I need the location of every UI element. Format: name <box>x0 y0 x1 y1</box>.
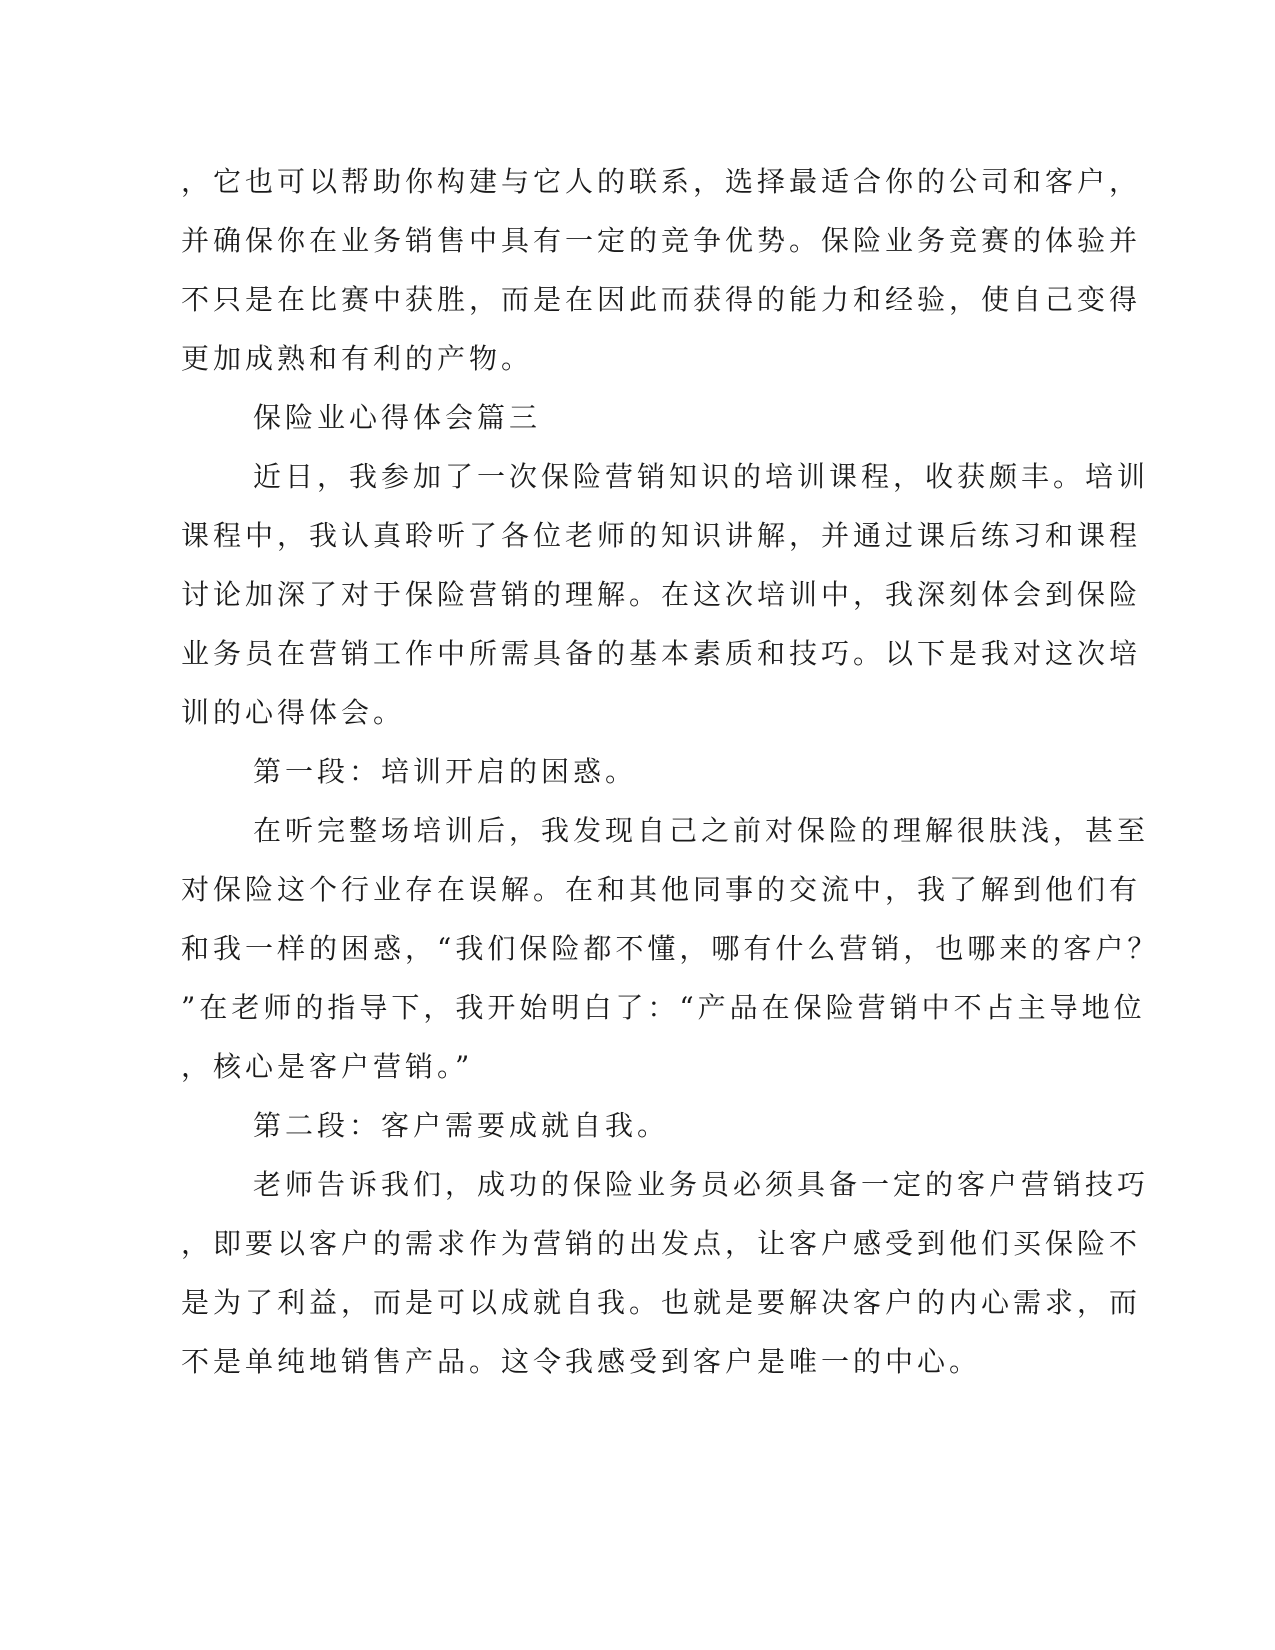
text-line: 是为了利益，而是可以成就自我。也就是要解决客户的内心需求，而 <box>181 1286 1142 1319</box>
text-line: 对保险这个行业存在误解。在和其他同事的交流中，我了解到他们有 <box>181 873 1142 906</box>
text-line: ，核心是客户营销。” <box>181 1050 474 1083</box>
text-line: 更加成熟和有利的产物。 <box>181 342 534 375</box>
paragraph-heading: 第一段：培训开启的困惑。 <box>253 755 638 788</box>
text-line: 老师告诉我们，成功的保险业务员必须具备一定的客户营销技巧 <box>253 1168 1150 1201</box>
text-line: ”在老师的指导下，我开始明白了：“产品在保险营销中不占主导地位 <box>181 991 1146 1024</box>
text-line: 不是单纯地销售产品。这令我感受到客户是唯一的中心。 <box>181 1345 982 1378</box>
text-line: 在听完整场培训后，我发现自己之前对保险的理解很肤浅，甚至 <box>253 814 1150 847</box>
text-line: ，即要以客户的需求作为营销的出发点，让客户感受到他们买保险不 <box>181 1227 1142 1260</box>
text-line: 近日，我参加了一次保险营销知识的培训课程，收获颇丰。培训 <box>253 460 1150 493</box>
text-line: 和我一样的困惑，“我们保险都不懂，哪有什么营销，也哪来的客户？ <box>181 932 1160 965</box>
text-line: ，它也可以帮助你构建与它人的联系，选择最适合你的公司和客户， <box>181 165 1142 198</box>
paragraph-heading: 第二段：客户需要成就自我。 <box>253 1109 670 1142</box>
text-line: 讨论加深了对于保险营销的理解。在这次培训中，我深刻体会到保险 <box>181 578 1142 611</box>
text-line: 课程中，我认真聆听了各位老师的知识讲解，并通过课后练习和课程 <box>181 519 1142 552</box>
section-heading: 保险业心得体会篇三 <box>253 401 542 434</box>
text-line: 不只是在比赛中获胜，而是在因此而获得的能力和经验，使自己变得 <box>181 283 1142 316</box>
text-line: 并确保你在业务销售中具有一定的竞争优势。保险业务竞赛的体验并 <box>181 224 1142 257</box>
text-line: 训的心得体会。 <box>181 696 406 729</box>
text-line: 业务员在营销工作中所需具备的基本素质和技巧。以下是我对这次培 <box>181 637 1142 670</box>
